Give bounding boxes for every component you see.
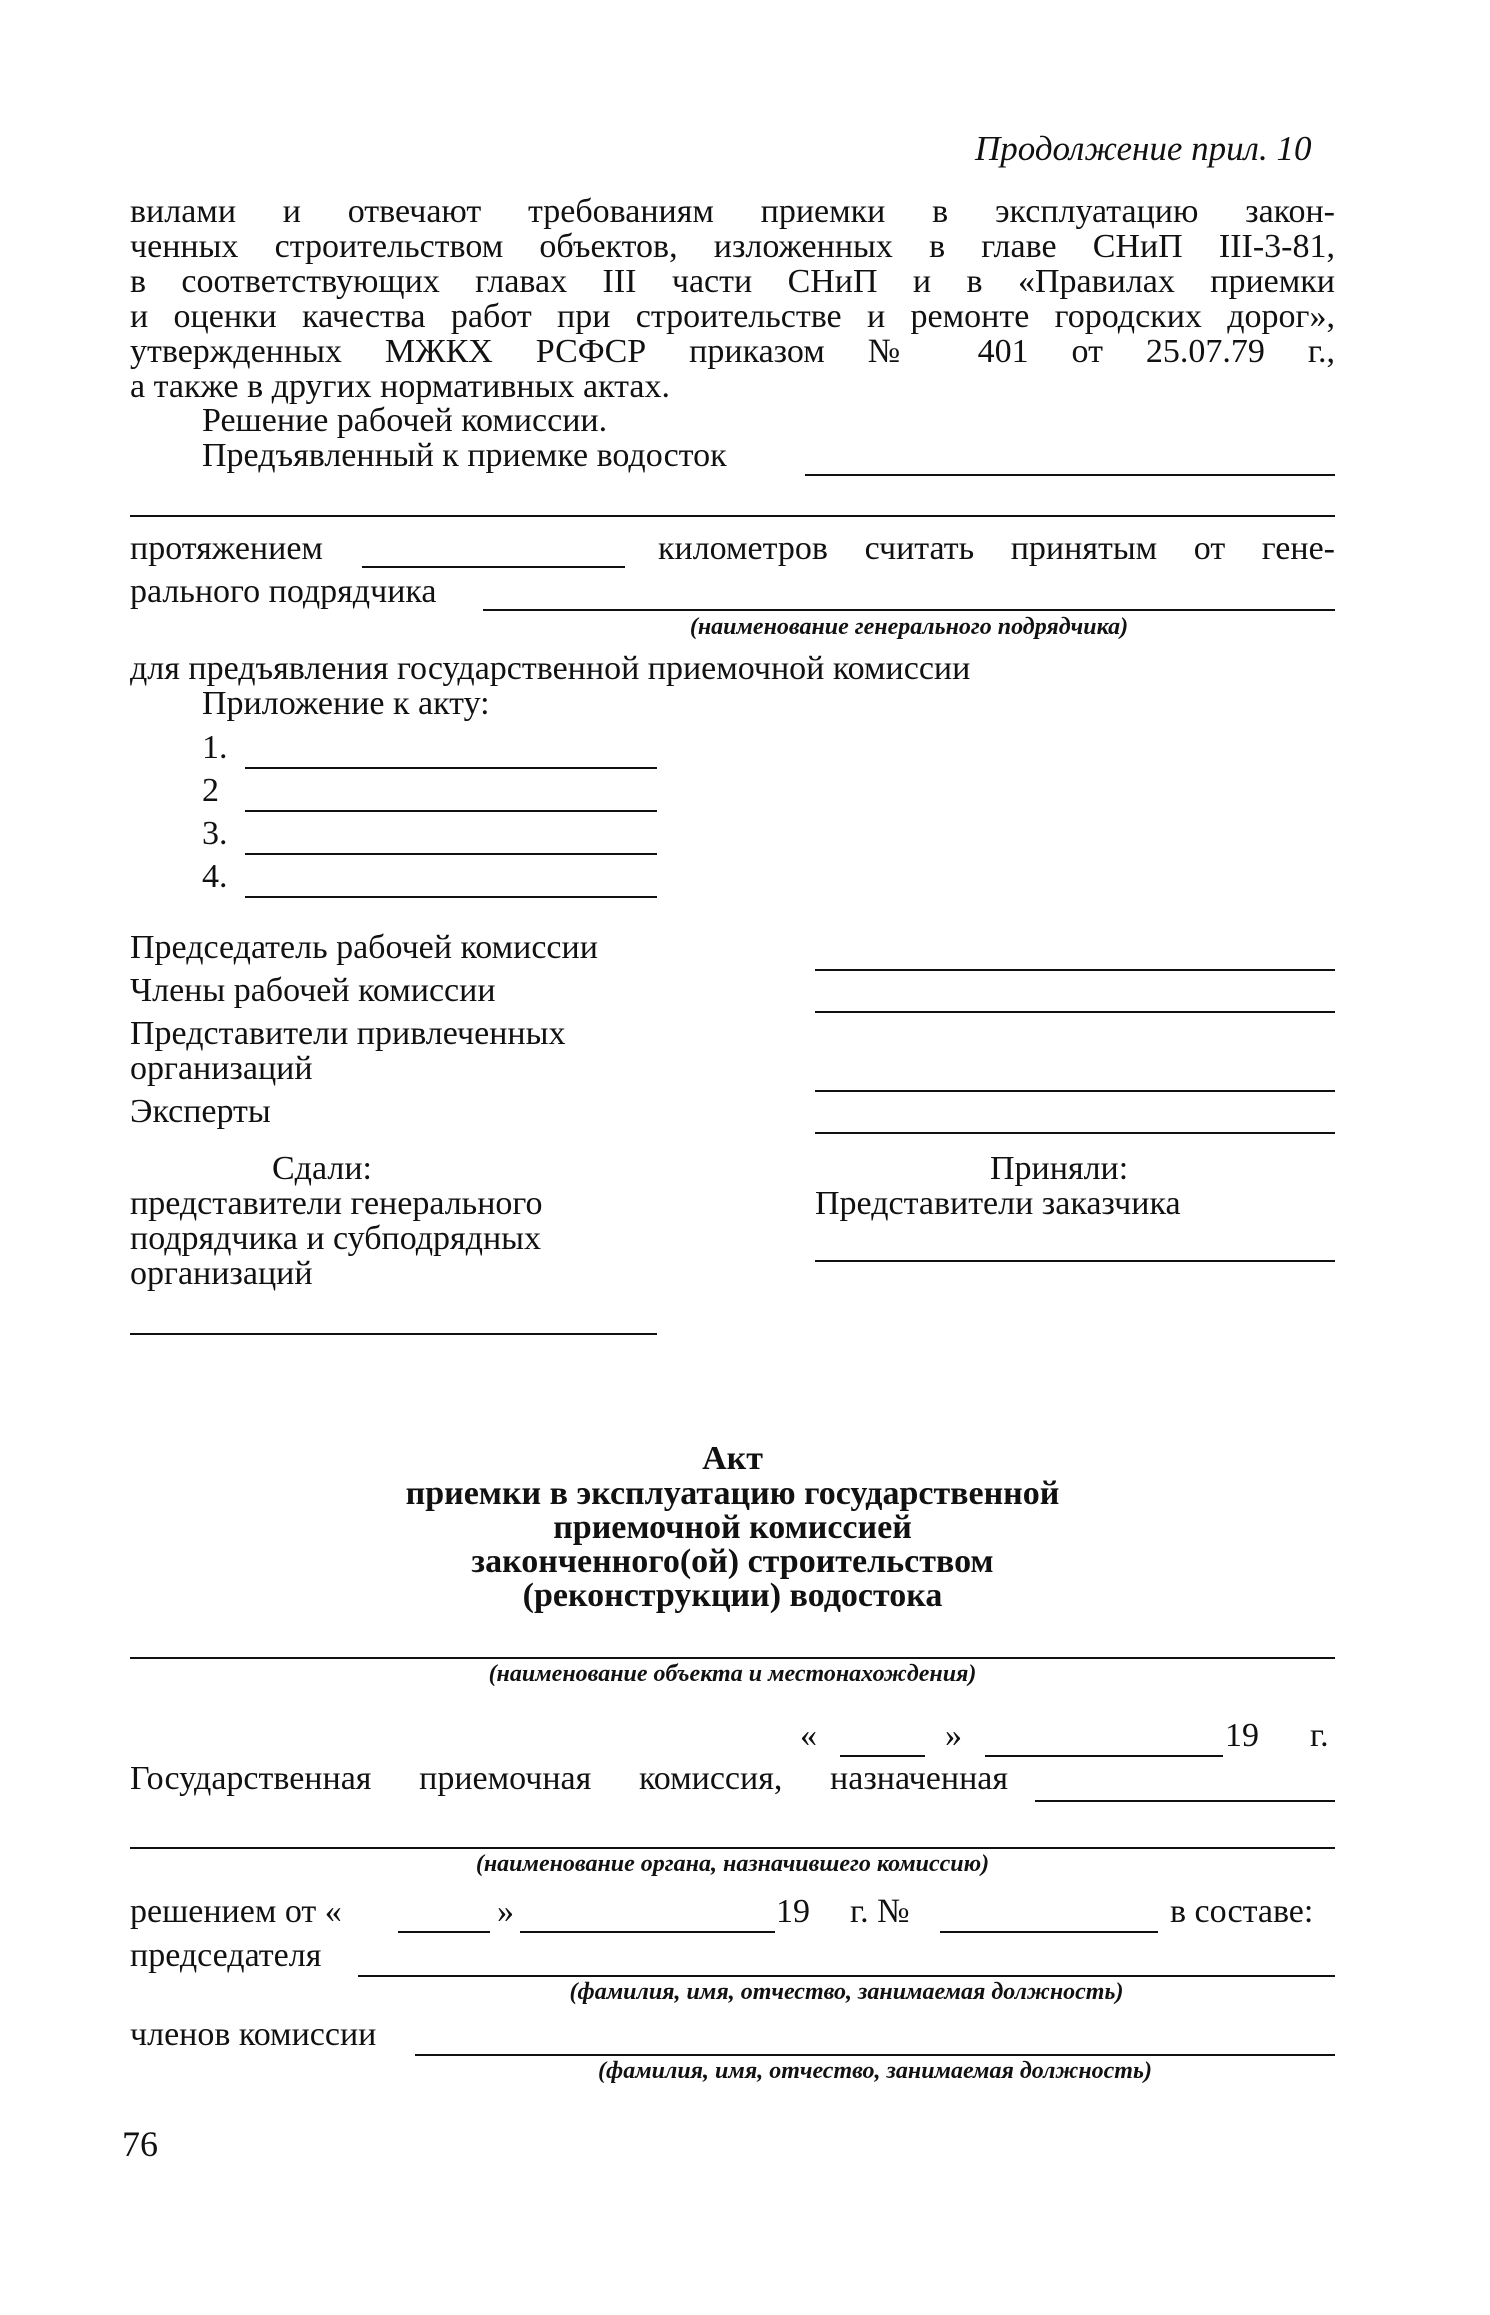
commission-blank-continued — [130, 1847, 1335, 1849]
appendix-item-number: 4. — [202, 858, 228, 895]
gave-signature-line — [130, 1333, 657, 1335]
decision-composition: в составе: — [1170, 1893, 1314, 1930]
received-line: Представители заказчика — [815, 1185, 1181, 1222]
chairman-act-caption: (фамилия, имя, отчество, занимаемая должность) — [569, 1979, 1124, 2005]
commission-blank — [1035, 1800, 1335, 1802]
date-day-blank — [840, 1755, 925, 1757]
decision-day-blank — [398, 1931, 490, 1933]
appendix-item-blank — [245, 767, 657, 769]
gave-line: организаций — [130, 1255, 313, 1292]
decision-number-blank — [940, 1931, 1158, 1933]
appendix-item-number: 3. — [202, 815, 228, 852]
decision-heading: Решение рабочей комиссии. — [202, 402, 608, 439]
members-act-blank — [415, 2054, 1335, 2056]
appendix-item-blank — [245, 810, 657, 812]
length-blank — [362, 566, 625, 568]
reps-label-line2: организаций — [130, 1050, 313, 1087]
commission-text: Государственная приемочная комиссия, назначенная — [130, 1760, 1008, 1797]
contractor-label: рального подрядчика — [130, 573, 437, 610]
decision-year-no: г. № — [850, 1893, 910, 1930]
date-open-quote: « — [800, 1717, 817, 1754]
for-state-text: для предъявления государственной приемочной комиссии — [130, 650, 971, 687]
intro-line: и оценки качества работ при строительстве и ремонте городских дорог», — [130, 298, 1335, 335]
intro-line: вилами и отвечают требованиям приемки в эксплуатацию закон- — [130, 193, 1335, 230]
act-title-line: приемки в эксплуатацию государственной — [405, 1475, 1060, 1512]
act-title-line: законченного(ой) строительством — [471, 1543, 994, 1580]
organ-caption: (наименование органа, назначившего комиссию) — [475, 1851, 990, 1877]
appendix-item-number: 1. — [202, 729, 228, 766]
chairman-label: Председатель рабочей комиссии — [130, 929, 598, 966]
chairman-act-blank — [358, 1975, 1335, 1977]
object-caption: (наименование объекта и местонахождения) — [488, 1661, 977, 1687]
intro-line: а также в других нормативных актах. — [130, 368, 670, 405]
running-title: Продолжение прил. 10 — [975, 129, 1312, 168]
page-number: 76 — [122, 2124, 158, 2164]
decision-year: 19 — [776, 1893, 810, 1930]
chairman-signature-line — [815, 969, 1335, 971]
intro-line: в соответствующих главах III части СНиП и в «Правилах приемки — [130, 263, 1335, 300]
presented-blank-continued — [130, 515, 1335, 517]
decision-month-blank — [520, 1931, 775, 1933]
members-act-label: членов комиссии — [130, 2016, 377, 2053]
reps-signature-line — [815, 1090, 1335, 1092]
act-title-line: (реконструкции) водостока — [522, 1577, 943, 1614]
appendix-label: Приложение к акту: — [202, 685, 490, 722]
presented-label: Предъявленный к приемке водосток — [202, 437, 727, 474]
date-close-quote: » — [945, 1717, 962, 1754]
object-blank — [130, 1657, 1335, 1659]
length-label: протяжением — [130, 530, 323, 567]
members-act-caption: (фамилия, имя, отчество, занимаемая должность) — [598, 2058, 1152, 2084]
decision-close-quote: » — [497, 1893, 514, 1930]
gave-title: Сдали: — [272, 1150, 372, 1187]
date-month-blank — [985, 1755, 1223, 1757]
appendix-item-blank — [245, 896, 657, 898]
experts-signature-line — [815, 1132, 1335, 1134]
members-signature-line — [815, 1011, 1335, 1013]
chairman-act-label: председателя — [130, 1937, 322, 1974]
received-signature-line — [815, 1260, 1335, 1262]
decision-prefix: решением от « — [130, 1893, 342, 1930]
appendix-item-blank — [245, 853, 657, 855]
date-year-suffix: г. — [1310, 1717, 1329, 1754]
experts-label: Эксперты — [130, 1093, 271, 1130]
contractor-caption: (наименование генерального подрядчика) — [689, 614, 1129, 640]
gave-line: представители генерального — [130, 1185, 543, 1222]
act-title-line: приемочной комиссией — [553, 1509, 912, 1546]
km-text: километров считать принятым от гене- — [658, 530, 1335, 567]
act-title-line: Акт — [702, 1440, 763, 1477]
gave-line: подрядчика и субподрядных — [130, 1220, 542, 1257]
members-label: Члены рабочей комиссии — [130, 972, 496, 1009]
date-year: 19 — [1225, 1717, 1259, 1754]
presented-blank — [805, 474, 1335, 476]
intro-line: утвержденных МЖКХ РСФСР приказом № 401 от 25.07.79 г., — [130, 333, 1335, 370]
received-title: Приняли: — [990, 1150, 1129, 1187]
contractor-blank — [483, 609, 1335, 611]
reps-label-line1: Представители привлеченных — [130, 1015, 566, 1052]
intro-line: ченных строительством объектов, изложенных в главе СНиП III-3-81, — [130, 228, 1335, 265]
appendix-item-number: 2 — [202, 772, 219, 809]
